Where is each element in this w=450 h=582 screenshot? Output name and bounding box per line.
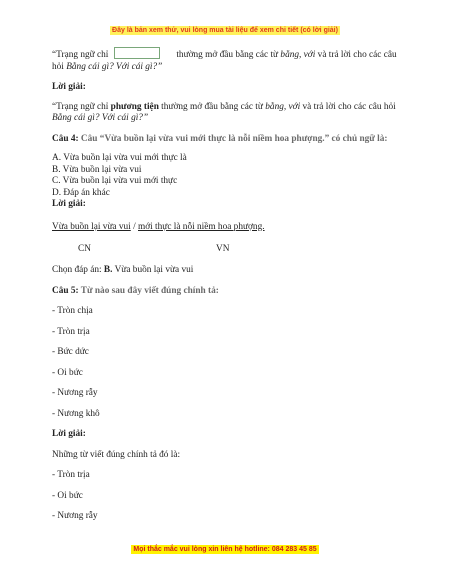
q4-analysis: Vừa buồn lại vừa vui / mới thực là nỗi niềm hoa phượng.: [52, 221, 265, 232]
q5-option: - Bức dức: [52, 347, 89, 357]
q5-option: - Tròn trịa: [52, 326, 90, 337]
q5-answer: - Nương rẫy: [52, 511, 98, 521]
q4-option-b: B. Vừa buồn lại vừa vui: [52, 164, 142, 175]
q5-option: - Nương khô: [52, 408, 100, 419]
question-4: Câu 4: Câu “Vừa buồn lại vừa vui mới thực là nỗi niềm hoa phượng.” có chủ ngữ là:: [52, 133, 388, 144]
subject-part: Vừa buồn lại vừa vui: [52, 221, 131, 232]
q5-answers: [52, 470, 400, 523]
answer-blank-box: [114, 47, 160, 59]
preview-banner: Đây là bản xem thử, vui lòng mua tài liệu để xem chi tiết (có lời giải): [112, 27, 338, 34]
intro-question: “Trạng ngữ chỉ thường mở đầu bằng các từ bằng, với và trả lời cho các câu hỏi Bằng cái gì? Với cái gì?”: [52, 47, 400, 73]
vn-label: VN: [216, 244, 230, 254]
solution-label: Lời giải:: [52, 82, 86, 92]
q4-solution-label: Lời giải:: [52, 199, 86, 209]
q4-answer: Chọn đáp án: B. Vừa buồn lại vừa vui: [52, 265, 194, 275]
solution-text: “Trạng ngữ chỉ phương tiện thường mở đầu bằng các từ bằng, với và trả lời cho các câu hỏi Bằng cái gì? Với cái gì?”: [52, 101, 396, 123]
q4-option-c: C. Vừa buồn lại vừa vui mới thực: [52, 176, 178, 186]
predicate-part: mới thực là nỗi niềm hoa phượng.: [138, 221, 265, 232]
q5-solution-intro: Những từ viết đúng chính tả đó là:: [52, 449, 181, 460]
q5-options: [52, 306, 400, 420]
q5-option: - Oi bức: [52, 367, 83, 378]
document-body: [52, 44, 400, 523]
q5-option: - Tròn chịa: [52, 306, 93, 316]
q4-option-d: D. Đáp án khác: [52, 187, 110, 198]
hotline-banner: Mọi thắc mắc vui lòng xin liên hệ hotline: 084 283 45 85: [133, 546, 317, 553]
q5-solution-label: Lời giải:: [52, 429, 86, 439]
q4-options: [52, 153, 400, 199]
q5-option: - Nương rẫy: [52, 388, 98, 398]
cn-vn-labels: [52, 244, 400, 256]
cn-label: CN: [78, 244, 91, 254]
q5-answer: - Oi bức: [52, 490, 83, 501]
question-5: Câu 5: Từ nào sau đây viết đúng chính tả:: [52, 285, 219, 296]
q4-option-a: A. Vừa buồn lại vừa vui mới thực là: [52, 153, 187, 163]
q5-answer: - Tròn trịa: [52, 470, 90, 480]
